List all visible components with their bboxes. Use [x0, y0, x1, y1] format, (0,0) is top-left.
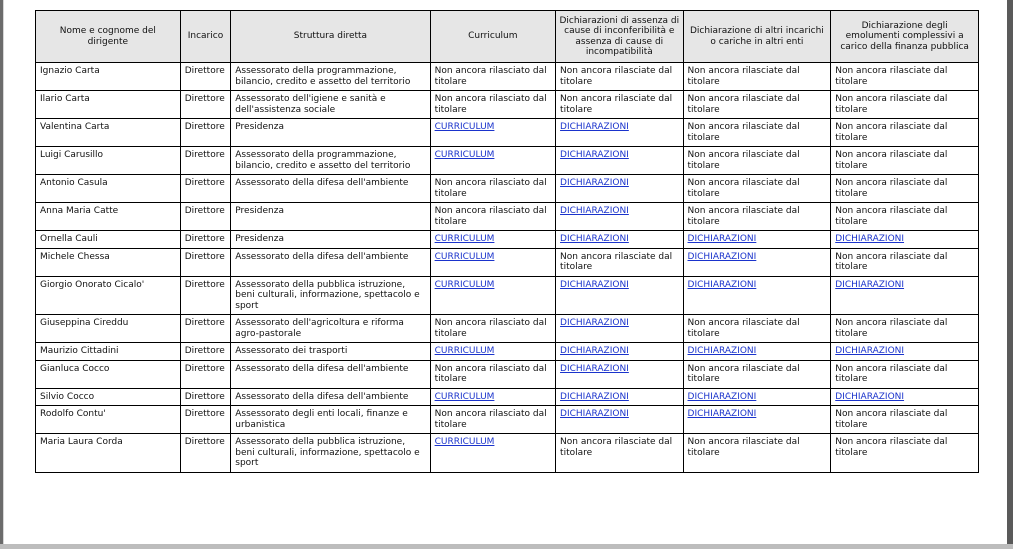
inconferibilita-cell: [556, 277, 682, 315]
dichiarazioni-link[interactable]: DICHIARAZIONI: [560, 346, 629, 356]
status-text: Non ancora rilasciate dal titolare: [687, 150, 800, 171]
status-text: Non ancora rilasciate dal titolare: [560, 66, 673, 87]
table-row: [36, 343, 978, 360]
curriculum-cell: [431, 147, 555, 174]
curriculum-cell: [431, 203, 555, 230]
header-inconferibilita: Dichiarazioni di assenza di cause di inconferibilità e assenza di cause di incompatibilità: [556, 11, 682, 62]
table-row: [36, 203, 978, 230]
struttura-cell: Assessorato della difesa dell'ambiente: [231, 175, 429, 202]
struttura-cell: Assessorato della difesa dell'ambiente: [231, 361, 429, 388]
table-row: [36, 175, 978, 202]
altri-incarichi-cell: [684, 315, 831, 342]
dirigente-name: Ignazio Carta: [36, 63, 180, 90]
status-text: Non ancora rilasciate dal titolare: [687, 94, 800, 115]
emolumenti-cell: [831, 63, 978, 90]
status-text: Non ancora rilasciate dal titolare: [687, 178, 800, 199]
dirigente-name: Maria Laura Corda: [36, 434, 180, 472]
inconferibilita-cell: [556, 119, 682, 146]
status-text: Non ancora rilasciato dal titolare: [434, 66, 547, 87]
status-text: Non ancora rilasciate dal titolare: [835, 178, 948, 199]
curriculum-cell: [431, 343, 555, 360]
table-row: [36, 406, 978, 433]
inconferibilita-cell: [556, 249, 682, 276]
incarico-cell: Direttore: [181, 361, 231, 388]
status-text: Non ancora rilasciate dal titolare: [687, 66, 800, 87]
table-row: [36, 63, 978, 90]
dichiarazioni-link[interactable]: DICHIARAZIONI: [560, 206, 629, 216]
incarico-cell: Direttore: [181, 231, 231, 248]
inconferibilita-cell: [556, 361, 682, 388]
incarico-cell: Direttore: [181, 315, 231, 342]
altri-incarichi-cell: [684, 361, 831, 388]
status-text: Non ancora rilasciato dal titolare: [434, 94, 547, 115]
incarico-cell: Direttore: [181, 406, 231, 433]
header-incarico: Incarico: [181, 11, 231, 62]
curriculum-cell: [431, 119, 555, 146]
status-text: Non ancora rilasciate dal titolare: [835, 206, 948, 227]
incarico-cell: Direttore: [181, 249, 231, 276]
table-row: [36, 361, 978, 388]
altri-incarichi-cell: [684, 147, 831, 174]
status-text: Non ancora rilasciate dal titolare: [835, 251, 948, 272]
dichiarazioni-link[interactable]: DICHIARAZIONI: [560, 150, 629, 160]
header-struttura: Struttura diretta: [231, 11, 429, 62]
dirigente-name: Giuseppina Cireddu: [36, 315, 180, 342]
dirigente-name: Silvio Cocco: [36, 389, 180, 406]
emolumenti-cell: [831, 249, 978, 276]
status-text: Non ancora rilasciato dal titolare: [434, 206, 547, 227]
curriculum-link[interactable]: CURRICULUM: [434, 234, 495, 244]
dirigenti-table: [35, 10, 979, 473]
incarico-cell: Direttore: [181, 389, 231, 406]
dichiarazioni-link[interactable]: DICHIARAZIONI: [687, 346, 757, 356]
struttura-cell: Assessorato della difesa dell'ambiente: [231, 249, 429, 276]
curriculum-cell: [431, 406, 555, 433]
inconferibilita-cell: [556, 91, 682, 118]
incarico-cell: Direttore: [181, 147, 231, 174]
curriculum-link[interactable]: CURRICULUM: [434, 251, 495, 262]
dichiarazioni-link[interactable]: DICHIARAZIONI: [560, 318, 629, 328]
header-emolumenti: Dichiarazione degli emolumenti complessivi a carico della finanza pubblica: [831, 11, 978, 62]
emolumenti-cell: [831, 175, 978, 202]
curriculum-link[interactable]: CURRICULUM: [434, 391, 495, 402]
altri-incarichi-cell: [684, 91, 831, 118]
status-text: Non ancora rilasciate dal titolare: [835, 94, 948, 115]
curriculum-link[interactable]: CURRICULUM: [434, 150, 495, 160]
table-row: [36, 389, 978, 406]
document-page: [4, 0, 1007, 544]
curriculum-link[interactable]: CURRICULUM: [434, 437, 495, 447]
status-text: Non ancora rilasciate dal titolare: [560, 251, 673, 272]
status-text: Non ancora rilasciate dal titolare: [835, 150, 948, 171]
emolumenti-cell: [831, 406, 978, 433]
inconferibilita-cell: [556, 231, 682, 248]
curriculum-link[interactable]: CURRICULUM: [434, 122, 495, 132]
incarico-cell: Direttore: [181, 343, 231, 360]
dichiarazioni-link[interactable]: DICHIARAZIONI: [687, 409, 757, 419]
inconferibilita-cell: [556, 203, 682, 230]
inconferibilita-cell: [556, 315, 682, 342]
emolumenti-cell: [831, 147, 978, 174]
dirigente-name: Maurizio Cittadini: [36, 343, 180, 360]
emolumenti-cell: [831, 315, 978, 342]
curriculum-link[interactable]: CURRICULUM: [434, 346, 495, 356]
dichiarazioni-link[interactable]: DICHIARAZIONI: [560, 234, 629, 244]
table-row: [36, 277, 978, 315]
curriculum-cell: [431, 175, 555, 202]
emolumenti-cell: [831, 231, 978, 248]
curriculum-cell: [431, 315, 555, 342]
status-text: Non ancora rilasciate dal titolare: [687, 122, 800, 143]
dichiarazioni-link[interactable]: DICHIARAZIONI: [560, 279, 629, 290]
emolumenti-cell: [831, 91, 978, 118]
incarico-cell: Direttore: [181, 434, 231, 472]
emolumenti-cell: [831, 343, 978, 360]
header-nome: Nome e cognome del dirigente: [36, 11, 180, 62]
dichiarazioni-link[interactable]: DICHIARAZIONI: [687, 391, 757, 402]
dirigente-name: Ilario Carta: [36, 91, 180, 118]
table-row: [36, 91, 978, 118]
curriculum-cell: [431, 91, 555, 118]
status-text: Non ancora rilasciate dal titolare: [835, 437, 948, 458]
incarico-cell: Direttore: [181, 119, 231, 146]
inconferibilita-cell: [556, 63, 682, 90]
dirigente-name: Antonio Casula: [36, 175, 180, 202]
inconferibilita-cell: [556, 343, 682, 360]
table-row: [36, 147, 978, 174]
status-text: Non ancora rilasciate dal titolare: [560, 94, 673, 115]
curriculum-cell: [431, 277, 555, 315]
altri-incarichi-cell: [684, 277, 831, 315]
curriculum-cell: [431, 249, 555, 276]
dichiarazioni-link[interactable]: DICHIARAZIONI: [560, 409, 629, 419]
dichiarazioni-link[interactable]: DICHIARAZIONI: [835, 391, 905, 402]
altri-incarichi-cell: [684, 406, 831, 433]
status-text: Non ancora rilasciate dal titolare: [835, 66, 948, 87]
table-header-row: [36, 11, 978, 62]
dirigente-name: Valentina Carta: [36, 119, 180, 146]
table-row: [36, 231, 978, 248]
status-text: Non ancora rilasciate dal titolare: [687, 206, 800, 227]
dichiarazioni-link[interactable]: DICHIARAZIONI: [835, 279, 905, 290]
emolumenti-cell: [831, 389, 978, 406]
altri-incarichi-cell: [684, 203, 831, 230]
inconferibilita-cell: [556, 434, 682, 472]
curriculum-cell: [431, 389, 555, 406]
dirigente-name: Michele Chessa: [36, 249, 180, 276]
status-text: Non ancora rilasciate dal titolare: [835, 363, 948, 384]
table-row: [36, 315, 978, 342]
status-text: Non ancora rilasciato dal titolare: [434, 178, 547, 199]
struttura-cell: Assessorato della pubblica istruzione, beni culturali, informazione, spettacolo e sport: [231, 434, 429, 472]
altri-incarichi-cell: [684, 343, 831, 360]
dichiarazioni-link[interactable]: DICHIARAZIONI: [560, 122, 629, 132]
emolumenti-cell: [831, 203, 978, 230]
curriculum-cell: [431, 63, 555, 90]
table-row: [36, 434, 978, 472]
curriculum-cell: [431, 361, 555, 388]
status-text: Non ancora rilasciate dal titolare: [835, 122, 948, 143]
struttura-cell: Assessorato dell'agricoltura e riforma agro-pastorale: [231, 315, 429, 342]
dichiarazioni-link[interactable]: DICHIARAZIONI: [560, 391, 629, 402]
inconferibilita-cell: [556, 389, 682, 406]
incarico-cell: Direttore: [181, 175, 231, 202]
altri-incarichi-cell: [684, 175, 831, 202]
status-text: Non ancora rilasciate dal titolare: [687, 363, 800, 384]
header-altri-incarichi: Dichiarazione di altri incarichi o cariche in altri enti: [684, 11, 831, 62]
inconferibilita-cell: [556, 406, 682, 433]
window-edge-bottom: [0, 544, 1013, 549]
struttura-cell: Assessorato dell'igiene e sanità e dell'assistenza sociale: [231, 91, 429, 118]
status-text: Non ancora rilasciate dal titolare: [687, 437, 800, 458]
struttura-cell: Assessorato della difesa dell'ambiente: [231, 389, 429, 406]
curriculum-cell: [431, 231, 555, 248]
dirigente-name: Rodolfo Contu': [36, 406, 180, 433]
dichiarazioni-link[interactable]: DICHIARAZIONI: [687, 279, 757, 290]
struttura-cell: Assessorato dei trasporti: [231, 343, 429, 360]
dichiarazioni-link[interactable]: DICHIARAZIONI: [687, 234, 757, 244]
struttura-cell: Assessorato della programmazione, bilancio, credito e assetto del territorio: [231, 63, 429, 90]
header-curriculum: Curriculum: [431, 11, 555, 62]
status-text: Non ancora rilasciato dal titolare: [434, 318, 547, 339]
struttura-cell: Presidenza: [231, 203, 429, 230]
emolumenti-cell: [831, 434, 978, 472]
table-row: [36, 249, 978, 276]
dirigente-name: Gianluca Cocco: [36, 361, 180, 388]
altri-incarichi-cell: [684, 119, 831, 146]
table-row: [36, 119, 978, 146]
incarico-cell: Direttore: [181, 277, 231, 315]
dichiarazioni-link[interactable]: DICHIARAZIONI: [835, 234, 905, 244]
status-text: Non ancora rilasciate dal titolare: [560, 437, 673, 458]
altri-incarichi-cell: [684, 231, 831, 248]
incarico-cell: Direttore: [181, 91, 231, 118]
curriculum-link[interactable]: CURRICULUM: [434, 279, 495, 290]
altri-incarichi-cell: [684, 63, 831, 90]
incarico-cell: Direttore: [181, 63, 231, 90]
dichiarazioni-link[interactable]: DICHIARAZIONI: [835, 346, 905, 356]
struttura-cell: Assessorato degli enti locali, finanze e urbanistica: [231, 406, 429, 433]
struttura-cell: Assessorato della programmazione, bilancio, credito e assetto del territorio: [231, 147, 429, 174]
inconferibilita-cell: [556, 147, 682, 174]
window-edge-right: [1007, 0, 1013, 549]
status-text: Non ancora rilasciate dal titolare: [835, 409, 948, 430]
status-text: Non ancora rilasciate dal titolare: [835, 318, 948, 339]
inconferibilita-cell: [556, 175, 682, 202]
curriculum-cell: [431, 434, 555, 472]
status-text: Non ancora rilasciato dal titolare: [434, 409, 547, 430]
emolumenti-cell: [831, 277, 978, 315]
status-text: Non ancora rilasciate dal titolare: [687, 318, 800, 339]
altri-incarichi-cell: [684, 389, 831, 406]
incarico-cell: Direttore: [181, 203, 231, 230]
dirigente-name: Luigi Carusillo: [36, 147, 180, 174]
struttura-cell: Presidenza: [231, 231, 429, 248]
altri-incarichi-cell: [684, 434, 831, 472]
dichiarazioni-link[interactable]: DICHIARAZIONI: [560, 178, 629, 188]
dichiarazioni-link[interactable]: DICHIARAZIONI: [687, 251, 757, 262]
emolumenti-cell: [831, 361, 978, 388]
dirigente-name: Ornella Cauli: [36, 231, 180, 248]
dirigente-name: Anna Maria Catte: [36, 203, 180, 230]
struttura-cell: Assessorato della pubblica istruzione, beni culturali, informazione, spettacolo e sport: [231, 277, 429, 315]
altri-incarichi-cell: [684, 249, 831, 276]
struttura-cell: Presidenza: [231, 119, 429, 146]
emolumenti-cell: [831, 119, 978, 146]
dichiarazioni-link[interactable]: DICHIARAZIONI: [560, 363, 629, 374]
status-text: Non ancora rilasciato dal titolare: [434, 363, 547, 384]
dirigente-name: Giorgio Onorato Cicalo': [36, 277, 180, 315]
